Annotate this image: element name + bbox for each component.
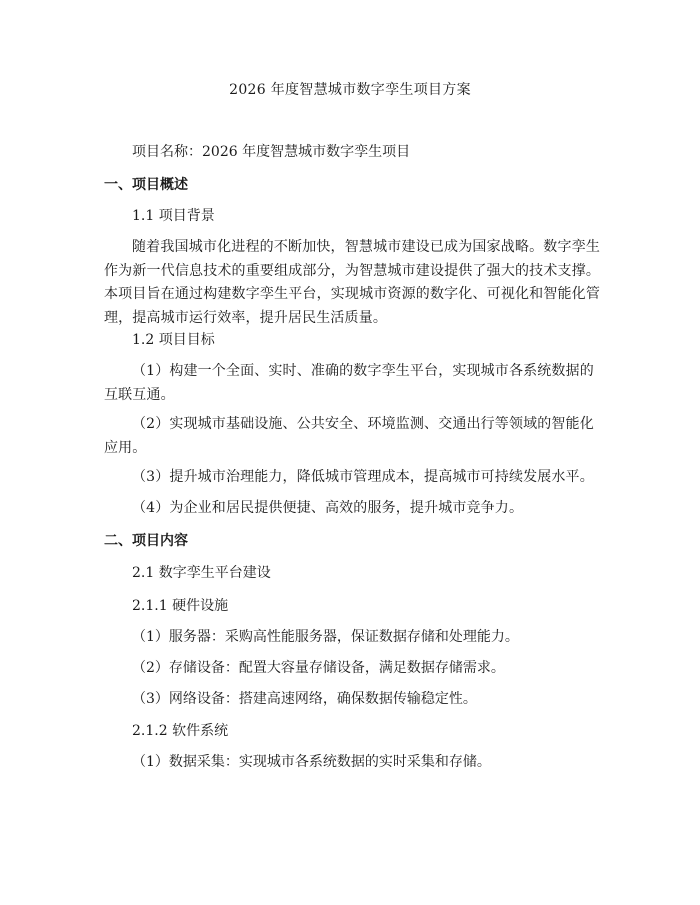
goal-item: （3）提升城市治理能力，降低城市管理成本，提高城市可持续发展水平。 (132, 469, 594, 485)
section-2-heading: 二、项目内容 (104, 533, 188, 549)
hardware-item: （2）存储设备：配置大容量存储设备，满足数据存储需求。 (132, 660, 505, 676)
hardware-item: （3）网络设备：搭建高速网络，确保数据传输稳定性。 (132, 691, 477, 707)
subsection-1-1-heading: 1.1 项目背景 (132, 208, 215, 224)
goal-item: （2）实现城市基础设施、公共安全、环境监测、交通出行等领域的智能化应用。 (104, 416, 594, 456)
project-name-line: 项目名称：2026 年度智慧城市数字孪生项目 (132, 144, 411, 160)
hardware-item: （1）服务器：采购高性能服务器，保证数据存储和处理能力。 (132, 629, 519, 645)
goal-item: （4）为企业和居民提供便捷、高效的服务，提升城市竞争力。 (132, 500, 524, 516)
subsection-2-1-1-heading: 2.1.1 硬件设施 (132, 598, 229, 614)
subsection-2-1-heading: 2.1 数字孪生平台建设 (132, 565, 271, 581)
subsection-2-1-2-heading: 2.1.2 软件系统 (132, 723, 229, 739)
background-paragraph: 随着我国城市化进程的不断加快，智慧城市建设已成为国家战略。数字孪生作为新一代信息技术的重要组成部分，为智慧城市建设提供了强大的技术支撑。本项目旨在通过构建数字孪生平台，实现城市资源的数字化、可视化和智能化管理，提高城市运行效率，提升居民生活质量。 (104, 239, 600, 326)
document-title: 2026 年度智慧城市数字孪生项目方案 (229, 82, 471, 98)
section-1-heading: 一、项目概述 (104, 177, 188, 193)
subsection-1-2-heading: 1.2 项目目标 (132, 332, 215, 348)
software-item: （1）数据采集：实现城市各系统数据的实时采集和存储。 (132, 754, 491, 770)
goal-item: （1）构建一个全面、实时、准确的数字孪生平台，实现城市各系统数据的互联互通。 (104, 363, 594, 403)
